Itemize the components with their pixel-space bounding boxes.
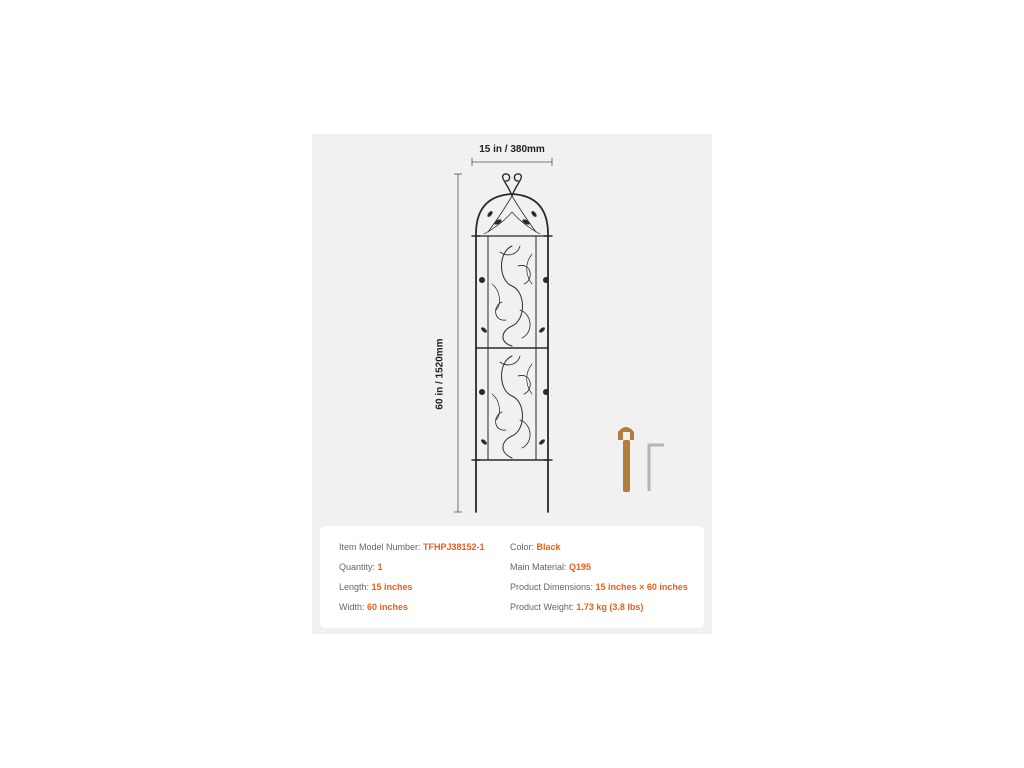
height-dimension-line [454,174,462,512]
product-image-card [312,134,712,634]
width-dimension-line [472,158,552,166]
spec-panel [320,526,704,628]
spec-label: Product Dimensions: [510,582,596,592]
spec-weight [510,602,643,612]
spec-model-number [339,542,485,552]
spec-length [339,582,413,592]
width-dimension-label: 15 in / 380mm [479,144,545,155]
spec-label: Length: [339,582,372,592]
spec-value: 1 [377,562,383,572]
spec-quantity [339,562,383,572]
spec-label: Quantity: [339,562,378,572]
spec-label: Item Model Number: [339,542,424,552]
spec-value: Q195 [569,562,592,572]
spec-label: Main Material: [510,562,570,572]
trellis-leaves [479,210,549,445]
hex-key-icon [649,445,664,491]
spec-value: Black [536,542,561,552]
spec-label: Product Weight: [510,602,577,612]
product-diagram [312,134,712,526]
spec-value: 60 inches [367,602,409,612]
wrench-icon [618,427,634,492]
spec-value: TFHPJ38152-1 [423,542,485,552]
height-dimension-label: 60 in / 1520mm [434,338,446,410]
spec-width [339,602,408,612]
spec-value: 1.73 kg (3.8 lbs) [576,602,644,612]
spec-label: Color: [510,542,537,552]
spec-dimensions [510,582,688,592]
trellis-image [472,174,552,512]
spec-value: 15 inches × 60 inches [595,582,688,592]
spec-label: Width: [339,602,368,612]
spec-color [510,542,561,552]
spec-material [510,562,591,572]
spec-value: 15 inches [371,582,413,592]
